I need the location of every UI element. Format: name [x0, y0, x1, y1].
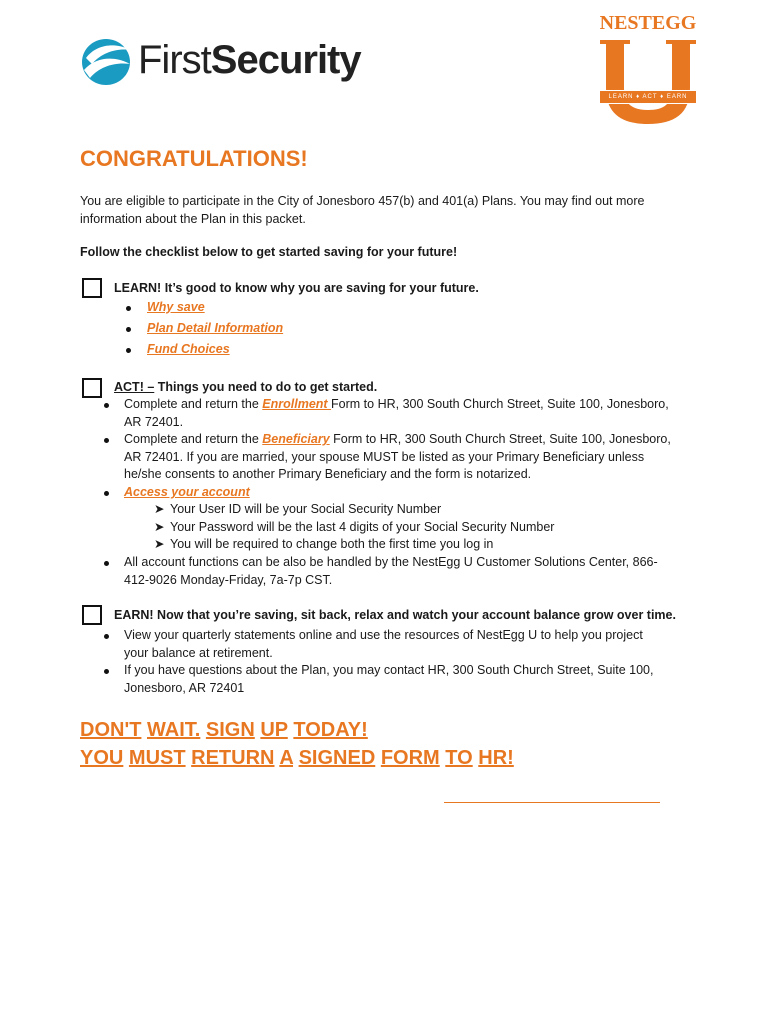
act-title — [114, 379, 377, 397]
earn-checkbox[interactable] — [82, 605, 102, 625]
follow-text: Follow the checklist below to get started saving for your future! — [80, 245, 458, 259]
cta-word: DON'T — [80, 719, 142, 741]
act-item-beneficiary-l3: he/she consents to another Primary Beneficiary and the form is notarized. — [124, 467, 532, 481]
arrow-icon: ➤ — [154, 537, 165, 551]
cta-word: UP — [260, 719, 288, 741]
nestegg-wordmark: NESTEGG — [599, 12, 697, 34]
arrow-icon: ➤ — [154, 520, 165, 534]
nestegg-u-logo — [586, 10, 706, 126]
arrow-icon: ➤ — [154, 502, 165, 516]
intro-text: You are eligible to participate in the City of Jonesboro 457(b) and 401(a) Plans. You may find out more information about the Plan in this packet. — [80, 194, 645, 226]
enrollment-link[interactable]: Enrollment — [262, 397, 332, 411]
page-title: CONGRATULATIONS! — [80, 146, 308, 171]
cta-word: WAIT. — [146, 719, 201, 741]
sub-item-user-id: Your User ID will be your Social Security Number — [170, 502, 442, 516]
cta-word: SIGN — [205, 719, 255, 741]
act-item-functions: All account functions can be also be handled by the NestEgg U Customer Solutions Center, 866- — [124, 555, 658, 569]
cta-word: RETURN — [191, 747, 275, 769]
earn-title: EARN! Now that you’re saving, sit back, relax and watch your account balance grow over time. — [114, 608, 676, 622]
act-item-beneficiary-l2: AR 72401. If you are married, your spouse MUST be listed as your Primary Beneficiary unless — [124, 450, 645, 464]
nestegg-band — [600, 90, 696, 104]
earn-item-statements: View your quarterly statements online and use the resources of NestEgg U to help you project — [124, 628, 643, 642]
wordmark-first: First — [138, 38, 211, 82]
cta-word: TO — [445, 747, 473, 769]
act-item-enrollment — [124, 396, 669, 414]
act-item-beneficiary — [124, 431, 671, 449]
cta-line-2 — [80, 744, 514, 772]
act-item-enrollment-cont: AR 72401. — [124, 415, 184, 429]
u-shield-icon — [596, 38, 700, 124]
act-item-functions-cont: 412-9026 Monday-Friday, 7a-7p CST. — [124, 573, 333, 587]
earn-item-questions-cont: Jonesboro, AR 72401 — [124, 681, 245, 695]
text: Form to HR, 300 South Church Street, Suite 100, Jonesboro, — [329, 432, 671, 446]
learn-checkbox[interactable] — [82, 278, 102, 298]
cta-word: TODAY! — [293, 719, 368, 741]
cta-line-1 — [80, 716, 368, 744]
cta-word: MUST — [128, 747, 186, 769]
earn-item-questions: If you have questions about the Plan, you may contact HR, 300 South Church Street, Suite 100, — [124, 663, 654, 677]
cta-word: YOU — [80, 747, 124, 769]
fund-choices-link[interactable]: Fund Choices — [147, 342, 230, 356]
wordmark-security: Security — [210, 38, 361, 82]
sub-item-change: You will be required to change both the first time you log in — [170, 537, 494, 551]
act-title-text: Things you need to do to get started. — [154, 380, 378, 394]
plan-detail-link[interactable]: Plan Detail Information — [147, 321, 284, 335]
cta-word: A — [279, 747, 294, 769]
divider — [444, 802, 660, 803]
first-security-swirl-icon — [80, 36, 134, 88]
beneficiary-link[interactable]: Beneficiary — [262, 432, 330, 446]
first-security-wordmark — [138, 38, 361, 83]
why-save-link[interactable]: Why save — [147, 300, 205, 314]
access-account-link[interactable]: Access your account — [124, 485, 250, 499]
sub-item-password: Your Password will be the last 4 digits of your Social Security Number — [170, 520, 555, 534]
act-checkbox[interactable] — [82, 378, 102, 398]
text: Complete and return the — [124, 397, 263, 411]
nestegg-band-text: LEARN ♦ ACT ♦ EARN — [608, 94, 688, 100]
learn-title: LEARN! It’s good to know why you are saving for your future. — [114, 281, 479, 295]
text: Complete and return the — [124, 432, 263, 446]
first-security-logo — [80, 36, 380, 92]
cta-word: HR! — [478, 747, 514, 769]
cta-word: FORM — [380, 747, 440, 769]
act-label: ACT! – — [114, 380, 155, 394]
earn-item-statements-cont: your balance at retirement. — [124, 646, 273, 660]
text: Form to HR, 300 South Church Street, Suite 100, Jonesboro, — [331, 397, 669, 411]
cta-word: SIGNED — [298, 747, 376, 769]
